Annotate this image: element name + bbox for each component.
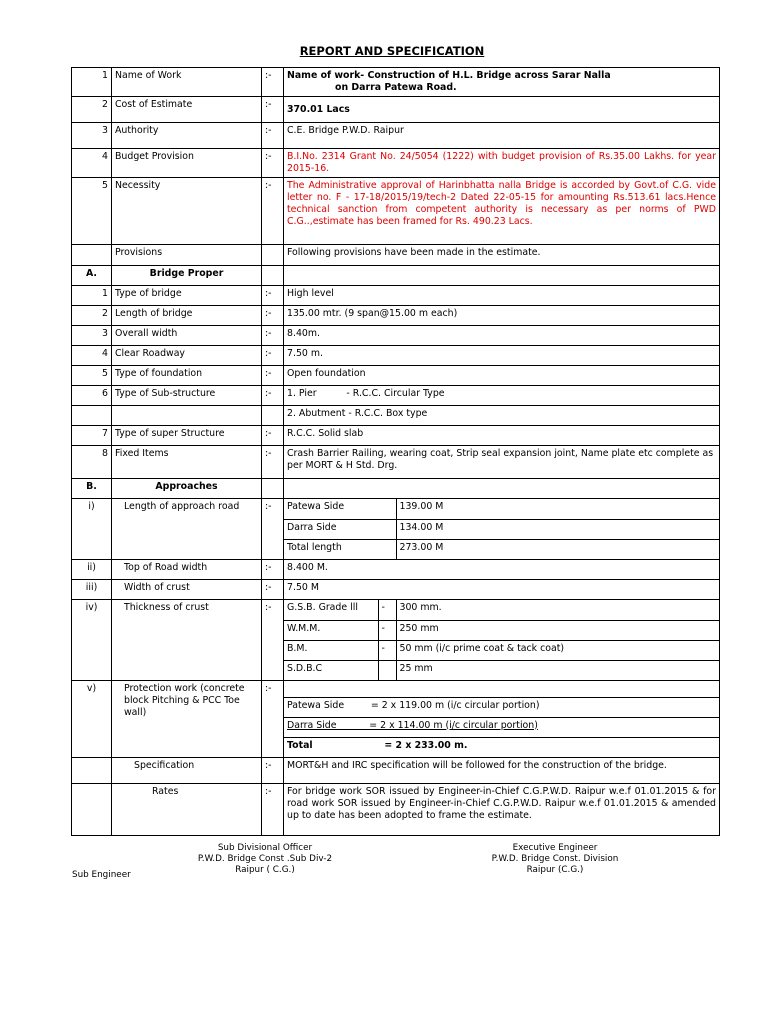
row-label: Cost of Estimate xyxy=(112,97,262,123)
approach-length-table: Patewa Side 139.00 M Darra Side 134.00 M Total length 273.00 M xyxy=(284,499,720,560)
a-row-7: 7 Type of super Structure :- R.C.C. Solid slab xyxy=(72,426,720,446)
row-number: 3 xyxy=(72,123,112,149)
row-rates: Rates :- For bridge work SOR issued by Engineer-in-Chief C.G.P.W.D. Raipur w.e.f 01.01.2015 & for road work SOR issued by Engineer-in-Chief C.G.P.W.D. Raipur w.e.f 01.01.2015 & amended up to date has been adopted to frame the estimate. xyxy=(72,784,720,836)
row-provisions xyxy=(72,245,720,266)
row-value: 135.00 mtr. (9 span@15.00 m each) xyxy=(284,306,720,326)
row-label: Overall width xyxy=(112,326,262,346)
row-label: Thickness of crust xyxy=(112,600,262,681)
row-label: Top of Road width xyxy=(112,560,262,580)
separator: :- xyxy=(262,68,284,97)
row-number: 4 xyxy=(72,149,112,178)
row-value: Following provisions have been made in the estimate. xyxy=(284,245,720,266)
section-heading: Bridge Proper xyxy=(112,266,262,286)
row-label: Provisions xyxy=(112,245,262,266)
row-label: Rates xyxy=(112,784,262,836)
a-row-5: 5 Type of foundation :- Open foundation xyxy=(72,366,720,386)
a-row-1: 1 Type of bridge :- High level xyxy=(72,286,720,306)
b-row-v: v) Protection work (concrete block Pitching & PCC Toe wall) :- Patewa Side = 2 x 119.00 m (i/c circular portion) Darra Side = 2 x 114.00 m (i/c circular portion) Total = 2 x 233.00 m. xyxy=(72,681,720,758)
separator: :- xyxy=(262,97,284,123)
separator: :- xyxy=(262,123,284,149)
section-letter: A. xyxy=(72,266,112,286)
row-label: Budget Provision xyxy=(112,149,262,178)
row-budget-provision xyxy=(72,149,720,178)
row-value: The Administrative approval of Harinbhatta nalla Bridge is accorded by Govt.of C.G. vide letter no. F - 17-18/2015/19/tech-2 Dated 22-05-15 for amounting Rs.513.61 lacs.Hence technical sanction from competent authority is necessary as per norms of PWD C.G..,estimate has been framed for Rs. 490.23 Lacs. xyxy=(284,178,720,245)
row-label: Type of bridge xyxy=(112,286,262,306)
crust-thickness-table: G.S.B. Grade lll - 300 mm. W.M.M. - 250 mm B.M. - 50 mm (i/c prime coat & tack coat) S.D.B.C 25 mm xyxy=(284,600,720,681)
section-b-heading xyxy=(72,479,720,499)
row-name-of-work xyxy=(72,68,720,97)
separator: :- xyxy=(262,178,284,245)
row-value: C.E. Bridge P.W.D. Raipur xyxy=(284,123,720,149)
row-value: 7.50 m. xyxy=(284,346,720,366)
section-heading: Approaches xyxy=(112,479,262,499)
row-value: High level xyxy=(284,286,720,306)
row-cost-of-estimate xyxy=(72,97,720,123)
row-value: 8.40m. xyxy=(284,326,720,346)
ee-signature: Executive Engineer P.W.D. Bridge Const. Division Raipur (C.G.) xyxy=(491,843,619,875)
row-value: 370.01 Lacs xyxy=(284,97,720,123)
a-row-3: 3 Overall width :- 8.40m. xyxy=(72,326,720,346)
a-row-6: 6 Type of Sub-structure :- 1. Pier - R.C.C. Circular Type xyxy=(72,386,720,406)
row-label: Type of Sub-structure xyxy=(112,386,262,406)
row-value: Crash Barrier Railing, wearing coat, Strip seal expansion joint, Name plate etc complete as per MORT & H Std. Drg. xyxy=(284,446,720,479)
row-specification: Specification :- MORT&H and IRC specification will be followed for the construction of the bridge. xyxy=(72,758,720,784)
row-value: 8.400 M. xyxy=(284,560,720,580)
page-title: REPORT AND SPECIFICATION xyxy=(299,44,485,58)
row-authority xyxy=(72,123,720,149)
section-a-heading xyxy=(72,266,720,286)
row-label: Necessity xyxy=(112,178,262,245)
sub-engineer-signature: Sub Engineer xyxy=(72,870,131,880)
row-label: Clear Roadway xyxy=(112,346,262,366)
row-value: Open foundation xyxy=(284,366,720,386)
sdo-signature: Sub Divisional Officer P.W.D. Bridge Const .Sub Div-2 Raipur ( C.G.) xyxy=(197,843,333,875)
row-value: B.I.No. 2314 Grant No. 24/5054 (1222) with budget provision of Rs.35.00 Lakhs. for year 2015-16. xyxy=(284,149,720,178)
b-row-iii: iii) Width of crust :- 7.50 M xyxy=(72,580,720,600)
specification-table xyxy=(71,67,720,836)
protection-work-table: Patewa Side = 2 x 119.00 m (i/c circular portion) Darra Side = 2 x 114.00 m (i/c circular portion) Total = 2 x 233.00 m. xyxy=(284,681,720,758)
b-row-i: i) Length of approach road :- Patewa Side 139.00 M Darra Side 134.00 M Total length 273.00 M xyxy=(72,499,720,560)
section-letter: B. xyxy=(72,479,112,499)
a-row-8: 8 Fixed Items :- Crash Barrier Railing, wearing coat, Strip seal expansion joint, Name plate etc complete as per MORT & H Std. Drg. xyxy=(72,446,720,479)
row-value: R.C.C. Solid slab xyxy=(284,426,720,446)
row-value: 7.50 M xyxy=(284,580,720,600)
row-label: Type of foundation xyxy=(112,366,262,386)
row-necessity xyxy=(72,178,720,245)
a-row-6b xyxy=(72,406,720,426)
b-row-ii: ii) Top of Road width :- 8.400 M. xyxy=(72,560,720,580)
a-row-4: 4 Clear Roadway :- 7.50 m. xyxy=(72,346,720,366)
row-label: Protection work (concrete block Pitching & PCC Toe wall) xyxy=(112,681,262,758)
row-number: 1 xyxy=(72,68,112,97)
row-label: Width of crust xyxy=(112,580,262,600)
row-label: Length of approach road xyxy=(112,499,262,560)
row-label: Length of bridge xyxy=(112,306,262,326)
row-value: MORT&H and IRC specification will be followed for the construction of the bridge. xyxy=(284,758,720,784)
row-value: Name of work- Construction of H.L. Bridge across Sarar Nalla on Darra Patewa Road. xyxy=(284,68,720,97)
row-number: 5 xyxy=(72,178,112,245)
row-label: Authority xyxy=(112,123,262,149)
row-label: Specification xyxy=(112,758,262,784)
b-row-iv: iv) Thickness of crust :- G.S.B. Grade lll - 300 mm. W.M.M. - 250 mm B.M. - 50 mm (i/c prime coat & tack coat) S.D.B.C 25 mm xyxy=(72,600,720,681)
a-row-2: 2 Length of bridge :- 135.00 mtr. (9 span@15.00 m each) xyxy=(72,306,720,326)
row-label: Name of Work xyxy=(112,68,262,97)
row-number: 2 xyxy=(72,97,112,123)
row-value: 2. Abutment - R.C.C. Box type xyxy=(284,406,720,426)
separator: :- xyxy=(262,149,284,178)
row-label: Fixed Items xyxy=(112,446,262,479)
row-value: 1. Pier - R.C.C. Circular Type xyxy=(284,386,720,406)
row-value: For bridge work SOR issued by Engineer-in-Chief C.G.P.W.D. Raipur w.e.f 01.01.2015 & for road work SOR issued by Engineer-in-Chief C.G.P.W.D. Raipur w.e.f 01.01.2015 & amended up to date has been adopted to frame the estimate. xyxy=(284,784,720,836)
row-label: Type of super Structure xyxy=(112,426,262,446)
